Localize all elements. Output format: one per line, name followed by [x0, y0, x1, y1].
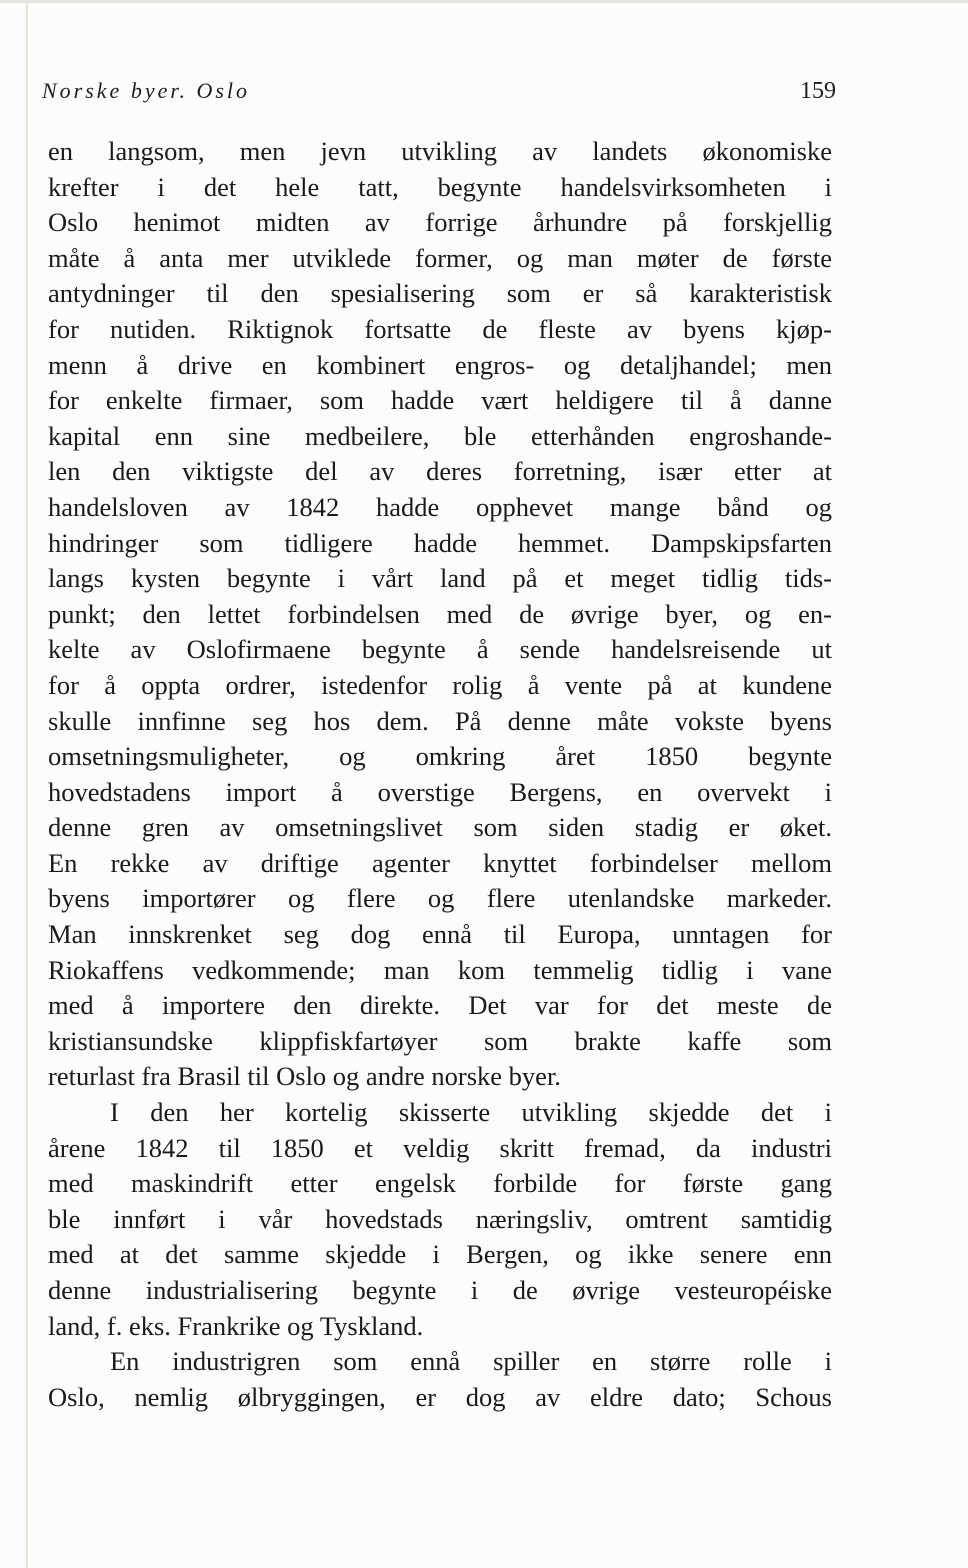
text-line: kapital enn sine medbeilere, ble etterhånden engroshande- [48, 420, 832, 451]
text-line: måte å anta mer utviklede former, og man møter de første [48, 242, 832, 273]
body-text [48, 134, 832, 1415]
text-line: for å oppta ordrer, istedenfor rolig å vente på at kundene [48, 669, 832, 700]
text-line: Oslo henimot midten av forrige århundre på forskjellig [48, 207, 832, 238]
text-line: len den viktigste del av deres forretning, især etter at [48, 456, 832, 487]
text-line: kelte av Oslofirmaene begynte å sende handelsreisende ut [48, 634, 832, 665]
text-line: handelsloven av 1842 hadde opphevet mange bånd og [48, 491, 832, 522]
paragraph-1 [48, 134, 832, 1095]
text-line: for nutiden. Riktignok fortsatte de fleste av byens kjøp- [48, 313, 832, 344]
text-line: langs kysten begynte i vårt land på et meget tidlig tids- [48, 563, 832, 594]
scan-top-edge [0, 0, 968, 3]
text-line: med at det samme skjedde i Bergen, og ikke senere enn [48, 1239, 832, 1270]
text-line: hovedstadens import å overstige Bergens, en overvekt i [48, 776, 832, 807]
page-header [42, 78, 836, 118]
text-line: I den her kortelig skisserte utvikling skjedde det i [110, 1097, 832, 1128]
page-number: 159 [800, 78, 836, 104]
text-line: menn å drive en kombinert engros- og detaljhandel; men [48, 349, 832, 380]
text-line: En industrigren som ennå spiller en større rolle i [110, 1346, 832, 1377]
paragraph-3 [48, 1344, 832, 1415]
scan-left-edge [26, 0, 28, 1568]
running-head: Norske byer. Oslo [42, 78, 251, 103]
text-line: skulle innfinne seg hos dem. På denne måte vokste byens [48, 705, 832, 736]
text-line: årene 1842 til 1850 et veldig skritt fremad, da industri [48, 1132, 832, 1163]
text-line: Riokaffens vedkommende; man kom temmelig tidlig i vane [48, 954, 832, 985]
text-line: krefter i det hele tatt, begynte handelsvirksomheten i [48, 171, 832, 202]
text-line: punkt; den lettet forbindelsen med de øvrige byer, og en- [48, 598, 832, 629]
text-line: med maskindrift etter engelsk forbilde for første gang [48, 1168, 832, 1199]
paragraph-2 [48, 1095, 832, 1344]
text-line: denne industrialisering begynte i de øvrige vesteuropéiske [48, 1275, 832, 1305]
text-line: hindringer som tidligere hadde hemmet. Dampskipsfarten [48, 527, 832, 558]
text-line: ble innført i vår hovedstads næringsliv, omtrent samtidig [48, 1203, 832, 1234]
text-line: byens importører og flere og flere utenlandske markeder. [48, 883, 832, 914]
text-line: for enkelte firmaer, som hadde vært heldigere til å danne [48, 385, 832, 416]
text-line: Man innskrenket seg dog ennå til Europa, unntagen for [48, 919, 832, 950]
text-line: antydninger til den spesialisering som er så karakteristisk [48, 278, 832, 309]
text-line: En rekke av driftige agenter knyttet forbindelser mellom [48, 847, 832, 878]
text-line: kristiansundske klippfiskfartøyer som brakte kaffe som [48, 1025, 832, 1056]
text-line: denne gren av omsetningslivet som siden stadig er øket. [48, 812, 832, 843]
text-line: omsetningsmuligheter, og omkring året 1850 begynte [48, 741, 832, 772]
text-line: land, f. eks. Frankrike og Tyskland. [48, 1310, 424, 1341]
text-line: med å importere den direkte. Det var for det meste de [48, 990, 832, 1021]
text-line: Oslo, nemlig ølbryggingen, er dog av eldre dato; Schous [48, 1381, 832, 1412]
text-line: returlast fra Brasil til Oslo og andre norske byer. [48, 1061, 561, 1092]
text-line: en langsom, men jevn utvikling av landets økonomiske [48, 136, 832, 166]
